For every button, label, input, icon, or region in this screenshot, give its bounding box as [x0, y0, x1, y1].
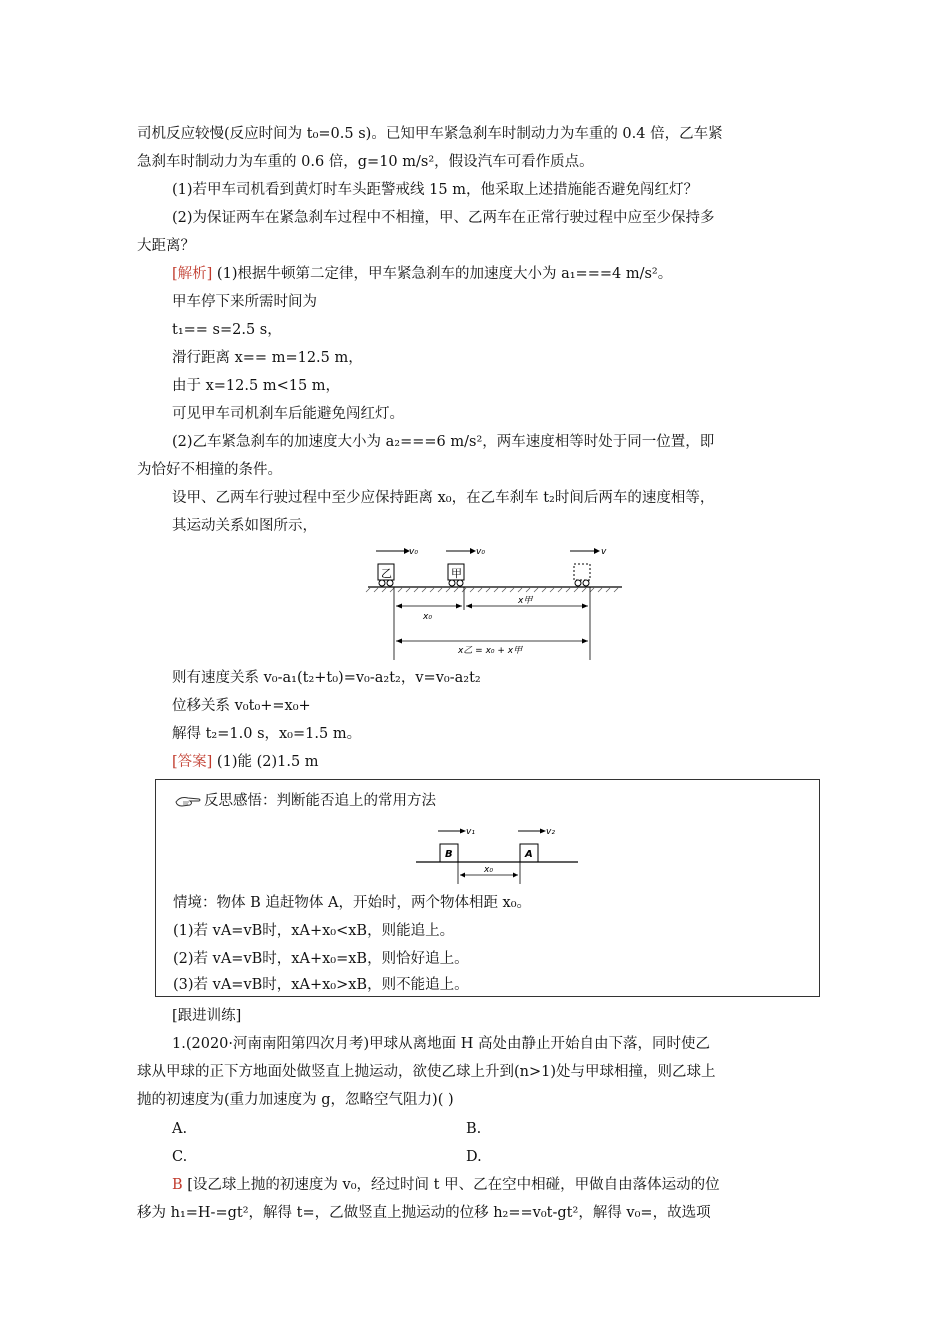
solution-step-9: 则有速度关系 v₀-a₁(t₂+t₀)=v₀-a₂t₂，v=v₀-a₂t₂ — [172, 670, 481, 686]
reflection-scene: 情境：物体 B 追赶物体 A，开始时，两个物体相距 x₀。 — [173, 895, 532, 911]
solution-step-10: 位移关系 v₀t₀+=x₀+ — [172, 698, 311, 714]
label-v0-jia: v₀ — [476, 547, 485, 557]
solution-step-8a: 设甲、乙两车行驶过程中至少应保持距离 x₀，在乙车刹车 t₂时间后两车的速度相等， — [172, 490, 715, 506]
reflection-case-2: (2)若 vA=vB时，xA+x₀=xB，则恰好追上。 — [173, 951, 469, 967]
option-d: D. — [466, 1149, 482, 1165]
label-v: v — [601, 547, 607, 557]
chase-diagram — [414, 824, 582, 886]
solution-step-1: (1)根据牛顿第二定律，甲车紧急刹车的加速度大小为 a₁===4 m/s²。 — [212, 266, 673, 282]
motion-diagram — [360, 540, 630, 665]
option-c: C. — [172, 1149, 188, 1165]
intro-line-2: 急刹车时制动力为车重的 0.6 倍，g=10 m/s²，假设汽车可看作质点。 — [137, 154, 594, 170]
reflection-case-1: (1)若 vA=vB时，xA+x₀<xB，则能追上。 — [173, 923, 455, 939]
solution-step-7a: (2)乙车紧急刹车的加速度大小为 a₂===6 m/s²，两车速度相等时处于同一位置，即 — [172, 434, 715, 450]
answer-letter: B — [172, 1177, 183, 1193]
practice-tag: [跟进训练] — [172, 1008, 242, 1024]
solution-step-4: 滑行距离 x== m=12.5 m， — [172, 350, 363, 366]
solution-step-11: 解得 t₂=1.0 s，x₀=1.5 m。 — [172, 726, 362, 742]
solution-step-2: 甲车停下来所需时间为 — [172, 294, 317, 310]
explanation-text-1: [设乙球上抛的初速度为 v₀，经过时间 t 甲、乙在空中相碰，甲做自由落体运动的位 — [182, 1177, 720, 1193]
answer-text: (1)能 (2)1.5 m — [212, 754, 319, 770]
label-v0-yi: v₀ — [409, 547, 418, 557]
solution-step-8b: 其运动关系如图所示， — [172, 518, 317, 534]
solution-tag: [解析] — [172, 266, 213, 282]
ground-hatch — [366, 588, 618, 592]
practice-line-1: 1.(2020·河南南阳第四次月考)甲球从离地面 H 高处由静止开始自由下落，同时使乙 — [172, 1036, 711, 1052]
solution-step-7b: 为恰好不相撞的条件。 — [137, 462, 282, 478]
solution-step-6: 可见甲车司机刹车后能避免闯红灯。 — [172, 406, 404, 422]
label-v1: v₁ — [466, 827, 475, 837]
option-b: B. — [466, 1121, 482, 1137]
explanation-line-2: 移为 h₁=H-=gt²，解得 t=，乙做竖直上抛运动的位移 h₂==v₀t-gt²，解得 v₀=，故选项 — [137, 1205, 711, 1221]
solution-step-5: 由于 x=12.5 m<15 m， — [172, 378, 341, 394]
reflection-case-3: (3)若 vA=vB时，xA+x₀>xB，则不能追上。 — [173, 977, 469, 993]
car-dashed — [574, 564, 590, 580]
car-jia-label: 甲 — [451, 567, 462, 580]
solution-line-1 — [172, 264, 672, 284]
reflection-title: 反思感悟：判断能否追上的常用方法 — [204, 793, 436, 809]
question-1: (1)若甲车司机看到黄灯时车头距警戒线 15 m，他采取上述措施能否避免闯红灯？ — [172, 182, 698, 198]
answer-tag: [答案] — [172, 754, 213, 770]
pointing-hand-icon — [174, 793, 202, 809]
label-x0: x₀ — [423, 612, 432, 622]
question-2-line-1: (2)为保证两车在紧急刹车过程中不相撞，甲、乙两车在正常行驶过程中应至少保持多 — [172, 210, 715, 226]
reflection-box — [155, 779, 820, 997]
solution-step-3: t₁== s=2.5 s， — [172, 322, 282, 338]
label-xyi: x乙 = x₀ + x甲 — [458, 646, 523, 656]
explanation-line-1 — [172, 1175, 720, 1195]
label-x0-chase: x₀ — [484, 865, 493, 875]
block-a-label: A — [525, 849, 533, 860]
question-2-line-2: 大距离？ — [137, 238, 195, 254]
label-xjia: x甲 — [518, 596, 533, 606]
option-a: A. — [172, 1121, 188, 1137]
car-yi-label: 乙 — [381, 567, 392, 580]
label-v2: v₂ — [546, 827, 555, 837]
answer-line — [172, 752, 319, 772]
intro-line-1: 司机反应较慢(反应时间为 t₀=0.5 s)。已知甲车紧急刹车时制动力为车重的 0.4 倍，乙车紧 — [137, 126, 723, 142]
practice-line-3: 抛的初速度为(重力加速度为 g，忽略空气阻力)( ) — [137, 1092, 454, 1108]
practice-line-2: 球从甲球的正下方地面处做竖直上抛运动，欲使乙球上升到(n>1)处与甲球相撞，则乙球上 — [137, 1064, 716, 1080]
block-b-label: B — [445, 849, 453, 860]
